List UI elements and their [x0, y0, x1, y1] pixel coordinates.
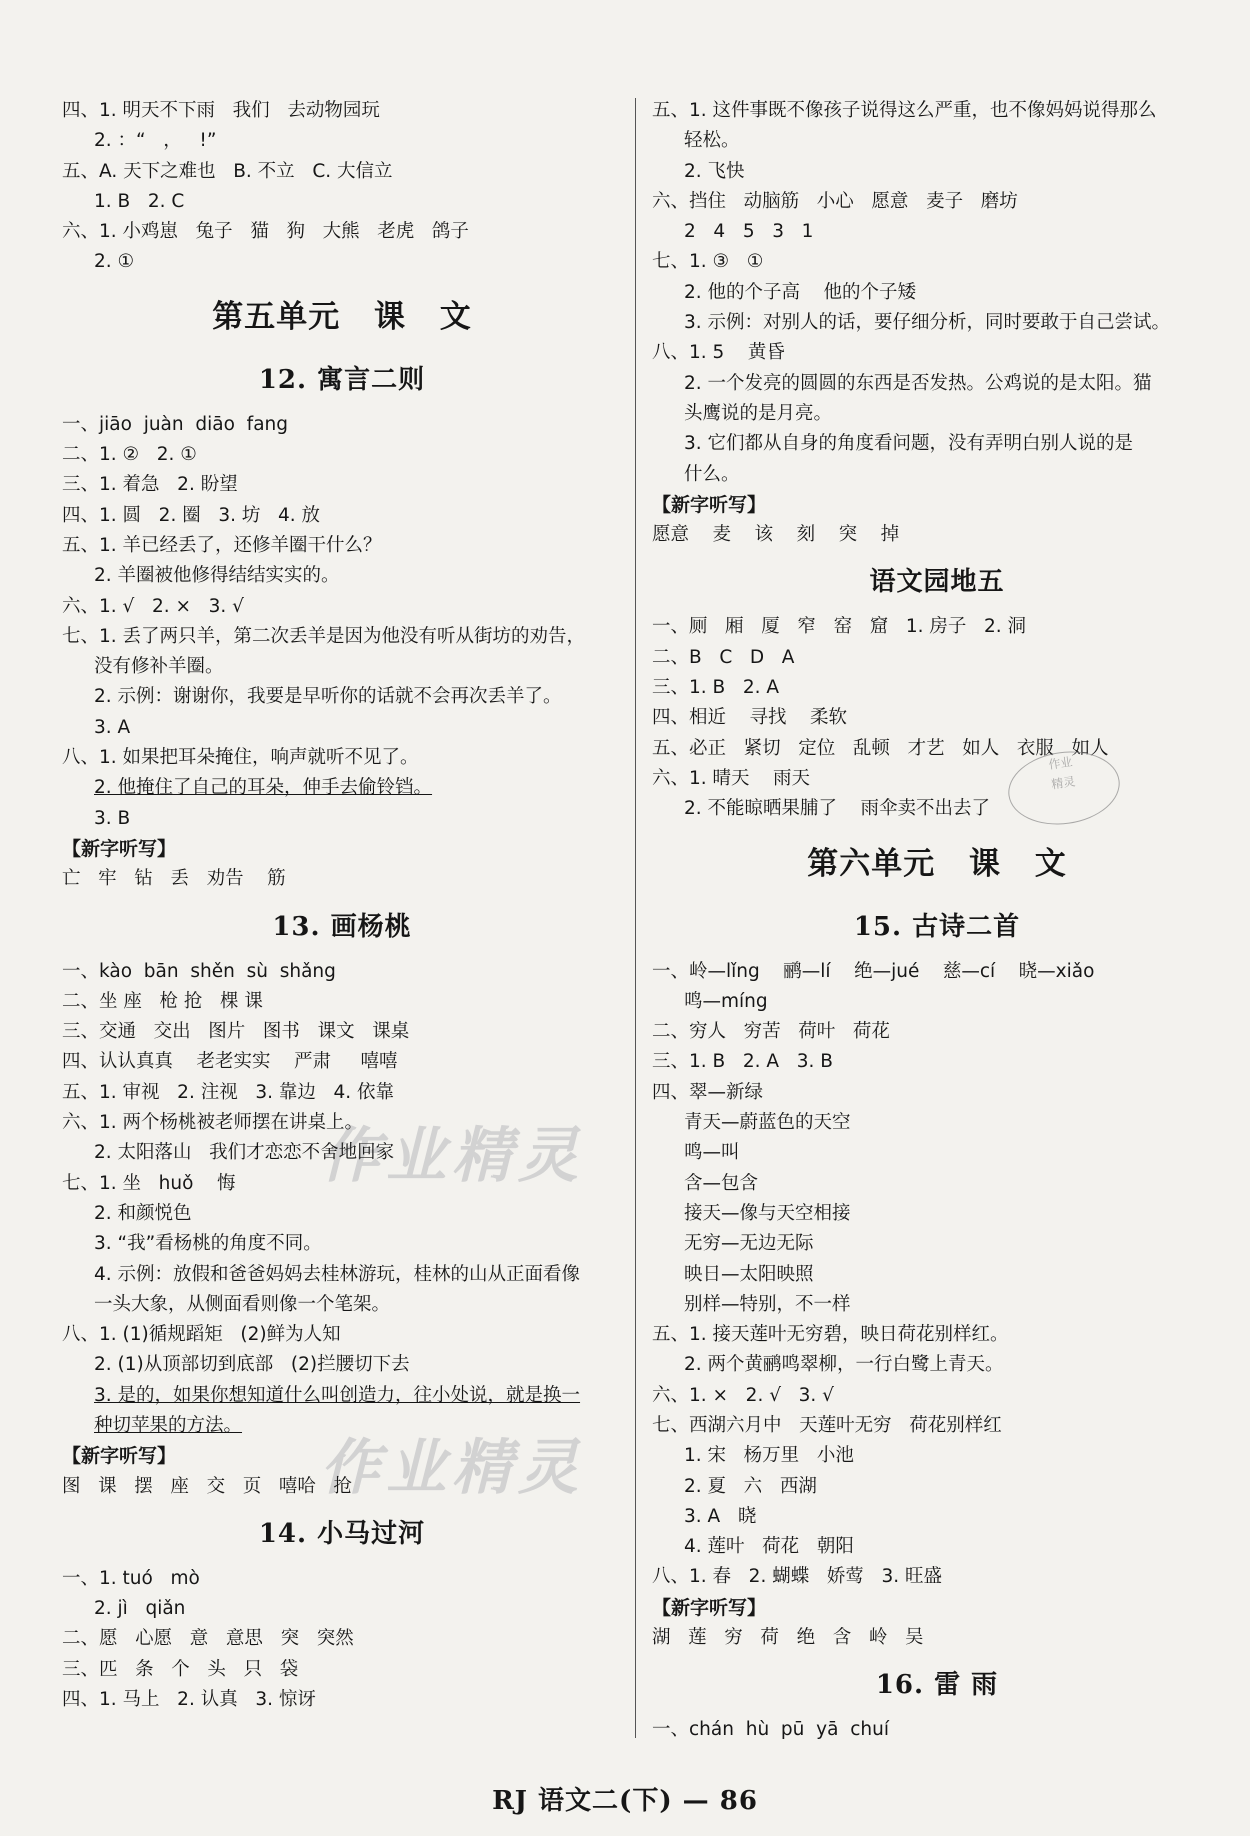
lesson-title: 15. 古诗二首 [853, 911, 1021, 942]
stamp-logo: 作业 精灵 [1004, 745, 1125, 832]
answer-line [652, 460, 1222, 490]
answer-line [62, 1594, 622, 1624]
answer-text: 三、1. B 2. A [652, 677, 780, 699]
right-column [652, 96, 1222, 1746]
lesson-title: 14. 小马过河 [258, 1518, 426, 1549]
answer-text: 八、1. 春 2. 蝴蝶 娇莺 3. 旺盛 [652, 1566, 943, 1588]
answer-line [652, 308, 1222, 338]
answer-line [652, 987, 1222, 1017]
answer-text: 一、jiāo juàn diāo fang [62, 413, 289, 435]
answer-text: 愿意 麦 该 刻 突 掉 [652, 524, 900, 546]
answer-line [652, 1199, 1222, 1229]
answer-text: 轻松。 [684, 130, 740, 152]
answer-line [62, 1655, 622, 1685]
answer-line [652, 1562, 1222, 1592]
answer-text: 四、1. 马上 2. 认真 3. 惊讶 [62, 1689, 316, 1711]
answer-line [652, 247, 1222, 277]
answer-line [652, 1078, 1222, 1108]
answer-line [652, 703, 1222, 733]
answer-text: 四、相近 寻找 柔软 [652, 707, 848, 729]
answer-line [62, 157, 622, 187]
answer-line [62, 247, 622, 277]
answer-line [62, 217, 622, 247]
answer-line [62, 1564, 622, 1594]
answer-text: 湖 莲 穷 荷 绝 含 岭 吴 [652, 1627, 924, 1649]
answer-text: 七、1. 丢了两只羊，第二次丢羊是因为他没有听从街坊的劝告， [62, 625, 586, 647]
answer-line [652, 369, 1222, 399]
answer-line [62, 1472, 622, 1502]
answer-line [652, 399, 1222, 429]
answer-text: 2. 羊圈被他修得结结实实的。 [94, 565, 340, 587]
answer-line [62, 96, 622, 126]
answer-line [62, 957, 622, 987]
answer-text: 4. 示例：放假和爸爸妈妈去桂林游玩，桂林的山从正面看像 [94, 1263, 581, 1285]
answer-text: 含—包含 [684, 1172, 759, 1194]
answer-text: 2. 飞快 [684, 160, 745, 182]
answer-line [652, 157, 1222, 187]
answer-text: 一、1. tuó mò [62, 1567, 200, 1589]
answer-line [62, 652, 622, 682]
answer-text: 无穷—无边无际 [684, 1233, 814, 1255]
watermark-left: 作业精灵 [320, 1121, 584, 1191]
answer-line [652, 1260, 1222, 1290]
answer-line [62, 592, 622, 622]
answer-line [652, 1472, 1222, 1502]
answer-line [62, 1047, 622, 1077]
answer-line [62, 1169, 622, 1199]
answer-line [652, 1411, 1222, 1441]
answer-text: 二、B C D A [652, 646, 795, 668]
answer-text: 什么。 [684, 463, 740, 485]
answer-text: 3. A [94, 716, 131, 738]
answer-line [652, 1441, 1222, 1471]
section-header: 【新字听写】 [652, 493, 767, 516]
answer-line [62, 1138, 622, 1168]
answer-text: 没有修补羊圈。 [94, 656, 224, 678]
answer-text: 五、1. 审视 2. 注视 3. 靠边 4. 依靠 [62, 1081, 395, 1103]
answer-line [62, 622, 622, 652]
section-header: 【新字听写】 [62, 837, 177, 860]
answer-line [62, 1260, 622, 1290]
answer-line [652, 126, 1222, 156]
lesson-title: 12. 寓言二则 [258, 364, 426, 395]
watermark-left-bottom: 作业精灵 [320, 1433, 584, 1503]
answer-line [652, 338, 1222, 368]
answer-line [652, 1350, 1222, 1380]
answer-text: 亡 牢 钻 丢 劝告 筋 [62, 868, 286, 890]
answer-line [62, 1411, 622, 1441]
answer-line [652, 1715, 1222, 1745]
answer-text: 八、1. 5 黄昏 [652, 342, 785, 364]
answer-text: 2. ① [94, 251, 135, 273]
answer-line [652, 1169, 1222, 1199]
answer-text: 别样—特别，不一样 [684, 1293, 851, 1315]
answer-line [652, 1017, 1222, 1047]
answer-line [62, 1320, 622, 1350]
answer-text: 1. 宋 杨万里 小池 [684, 1445, 854, 1467]
answer-text: 3. B [94, 807, 131, 829]
answer-text: 五、1. 这件事既不像孩子说得这么严重，也不像妈妈说得那么 [652, 100, 1157, 121]
answer-text: 二、坐 座 枪 抢 棵 课 [62, 990, 263, 1012]
answer-line [62, 126, 622, 156]
answer-text: 七、1. 坐 huǒ 悔 [62, 1172, 236, 1194]
unit-title: 第六单元 课 文 [807, 845, 1067, 882]
answer-text: 1. B 2. C [94, 190, 185, 212]
answer-text: 图 课 摆 座 交 页 嘻哈 抢 [62, 1475, 352, 1497]
answer-line [652, 520, 1222, 550]
answer-text: 六、挡住 动脑筋 小心 愿意 麦子 磨坊 [652, 190, 1018, 212]
answer-text: 八、1. 如果把耳朵掩住，响声就听不见了。 [62, 747, 419, 769]
answer-line [652, 1108, 1222, 1138]
page-footer: RJ 语文二(下) — 86 [492, 1786, 758, 1816]
answer-line [652, 1381, 1222, 1411]
answer-line [62, 1350, 622, 1380]
answer-text: 七、1. ③ ① [652, 251, 764, 273]
answer-text: 2. 示例：谢谢你，我要是早听你的话就不会再次丢羊了。 [94, 686, 562, 708]
answer-line [62, 1078, 622, 1108]
answer-text: 二、愿 心愿 意 意思 突 突然 [62, 1628, 354, 1650]
answer-line [62, 410, 622, 440]
answer-line [652, 673, 1222, 703]
answer-line [62, 1381, 622, 1411]
answer-text: 2. jì qiǎn [94, 1598, 186, 1620]
answer-text: 四、1. 圆 2. 圈 3. 坊 4. 放 [62, 504, 321, 526]
answer-text: 四、翠—新绿 [652, 1081, 764, 1103]
answer-line [62, 531, 622, 561]
answer-text: 2. 一个发亮的圆圆的东西是否发热。公鸡说的是太阳。猫 [684, 372, 1152, 394]
answer-text: 2. 他掩住了自己的耳朵，伸手去偷铃铛。 [94, 777, 433, 799]
answer-line [652, 1138, 1222, 1168]
unit-title: 第五单元 课 文 [212, 298, 472, 335]
answer-text: 三、1. B 2. A 3. B [652, 1051, 833, 1073]
answer-text: 五、必正 紧切 定位 乱顿 才艺 如人 衣服 如人 [652, 737, 1109, 759]
answer-text: 五、1. 羊已经丢了，还修羊圈干什么？ [62, 534, 382, 556]
answer-line [652, 1623, 1222, 1653]
answer-line [62, 713, 622, 743]
answer-line [62, 1624, 622, 1654]
answer-text: 3. “我”看杨桃的角度不同。 [94, 1233, 322, 1255]
answer-line [62, 1229, 622, 1259]
answer-line [652, 1047, 1222, 1077]
answer-text: 3. 是的，如果你想知道什么叫创造力，往小处说，就是换一 [94, 1384, 581, 1406]
answer-text: 青天—蔚蓝色的天空 [684, 1112, 851, 1134]
answer-text: 一、chán hù pū yā chuí [652, 1719, 889, 1741]
answer-text: 四、认认真真 老老实实 严肃 嘻嘻 [62, 1051, 398, 1073]
answer-line [652, 187, 1222, 217]
answer-text: 五、A. 天下之难也 B. 不立 C. 大信立 [62, 160, 393, 182]
answer-text: 六、1. 小鸡崽 兔子 猫 狗 大熊 老虎 鸽子 [62, 221, 469, 243]
answer-line [652, 1290, 1222, 1320]
answer-line [62, 561, 622, 591]
answer-text: 二、1. ② 2. ① [62, 444, 197, 466]
answer-line [62, 1108, 622, 1138]
answer-text: 鸣—míng [684, 990, 768, 1012]
answer-line [652, 96, 1222, 126]
answer-line [652, 612, 1222, 642]
answer-text: 一、岭—lǐng 鹂—lí 绝—jué 慈—cí 晓—xiǎo [652, 960, 1095, 982]
answer-text: 2. 他的个子高 他的个子矮 [684, 281, 917, 303]
answer-line [62, 743, 622, 773]
answer-line [652, 957, 1222, 987]
answer-line [652, 734, 1222, 764]
answer-line [652, 278, 1222, 308]
answer-text: 六、1. 晴天 雨天 [652, 767, 811, 789]
answer-line [62, 1290, 622, 1320]
answer-text: 三、匹 条 个 头 只 袋 [62, 1658, 299, 1680]
answer-text: 3. 它们都从自身的角度看问题，没有弄明白别人说的是 [684, 433, 1134, 455]
answer-text: 2. (1)从顶部切到底部 (2)拦腰切下去 [94, 1354, 410, 1376]
answer-line [652, 764, 1222, 794]
left-column [62, 96, 622, 1715]
answer-text: 六、1. 两个杨桃被老师摆在讲桌上。 [62, 1112, 364, 1134]
answer-text: 六、1. √ 2. × 3. √ [62, 595, 244, 617]
answer-line [62, 682, 622, 712]
answer-line [62, 1685, 622, 1715]
answer-text: 七、西湖六月中 天莲叶无穷 荷花别样红 [652, 1414, 1002, 1436]
answer-line [62, 773, 622, 803]
answer-text: 2. ：“ ， !” [94, 130, 217, 152]
answer-line [62, 440, 622, 470]
answer-line [62, 864, 622, 894]
answer-text: 2. 不能晾晒果脯了 雨伞卖不出去了 [684, 798, 991, 820]
answer-line [62, 501, 622, 531]
section-header: 【新字听写】 [652, 1596, 767, 1619]
answer-text: 鸣—叫 [684, 1142, 740, 1164]
lesson-title: 13. 画杨桃 [272, 911, 412, 942]
answer-text: 五、1. 接天莲叶无穷碧，映日荷花别样红。 [652, 1324, 1009, 1346]
lesson-title: 语文园地五 [869, 567, 1005, 598]
answer-line [652, 429, 1222, 459]
column-divider [635, 98, 636, 1738]
answer-line [62, 987, 622, 1017]
answer-text: 一头大象，从侧面看则像一个笔架。 [94, 1293, 391, 1315]
answer-text: 2. 太阳落山 我们才恋恋不舍地回家 [94, 1142, 395, 1164]
answer-text: 一、kào bān shěn sù shǎng [62, 960, 336, 982]
answer-line [62, 470, 622, 500]
answer-text: 接天—像与天空相接 [684, 1202, 851, 1224]
answer-text: 二、穷人 穷苦 荷叶 荷花 [652, 1021, 890, 1043]
answer-text: 头鹰说的是月亮。 [684, 402, 833, 424]
answer-line [62, 1017, 622, 1047]
answer-line [652, 1320, 1222, 1350]
answer-text: 三、交通 交出 图片 图书 课文 课桌 [62, 1021, 410, 1043]
answer-text: 种切苹果的方法。 [94, 1414, 243, 1436]
answer-line [62, 1199, 622, 1229]
lesson-title: 16. 雷 雨 [875, 1670, 999, 1701]
answer-text: 映日—太阳映照 [684, 1263, 814, 1285]
answer-text: 2. 夏 六 西湖 [684, 1475, 817, 1497]
answer-line [62, 187, 622, 217]
answer-text: 3. A 晓 [684, 1505, 757, 1527]
answer-text: 3. 示例：对别人的话，要仔细分析，同时要敢于自己尝试。 [684, 312, 1171, 334]
answer-line [652, 643, 1222, 673]
section-header: 【新字听写】 [62, 1445, 177, 1468]
answer-text: 2 4 5 3 1 [684, 221, 814, 243]
answer-text: 2. 和颜悦色 [94, 1202, 192, 1224]
answer-text: 2. 两个黄鹂鸣翠柳，一行白鹭上青天。 [684, 1354, 1004, 1376]
answer-text: 六、1. × 2. √ 3. √ [652, 1384, 834, 1406]
answer-line [652, 1502, 1222, 1532]
answer-text: 四、1. 明天不下雨 我们 去动物园玩 [62, 100, 380, 121]
answer-text: 一、厕 厢 厦 窄 窑 窟 1. 房子 2. 洞 [652, 616, 1027, 638]
answer-line [652, 794, 1222, 824]
answer-text: 三、1. 着急 2. 盼望 [62, 474, 238, 496]
answer-line [652, 1229, 1222, 1259]
answer-line [652, 217, 1222, 247]
answer-text: 4. 莲叶 荷花 朝阳 [684, 1536, 854, 1558]
answer-text: 八、1. (1)循规蹈矩 (2)鲜为人知 [62, 1324, 341, 1346]
answer-line [652, 1532, 1222, 1562]
answer-line [62, 804, 622, 834]
